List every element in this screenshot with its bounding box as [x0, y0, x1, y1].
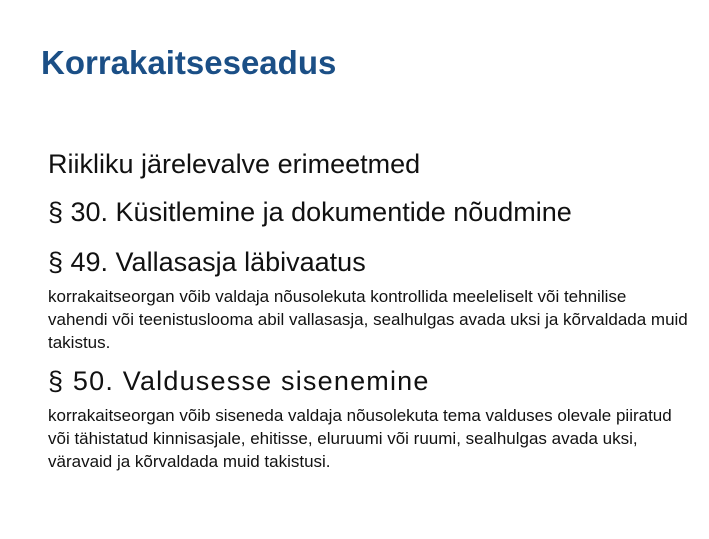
slide-content	[48, 145, 688, 481]
section-heading-paragraph-50: § 50. Valdusesse sisenemine	[48, 366, 430, 396]
slide-title: Korrakaitseseadus	[41, 44, 337, 81]
section-text-paragraph-49: korrakaitseorgan võib valdaja nõusolekuta kontrollida meeleliselt või tehnilise vahendi või teenistuslooma abil vallasasja, sealhulgas avada uksi ja kõrvaldada muid takistus.	[48, 287, 688, 352]
section-text-paragraph-50: korrakaitseorgan võib siseneda valdaja nõusolekuta tema valduses olevale piiratud või tähistatud kinnisasjale, ehitisse, eluruumi või ruumi, sealhulgas avada uksi, väravaid ja kõrvaldada muid takistusi.	[48, 406, 672, 471]
section-heading-paragraph-30: § 30. Küsitlemine ja dokumentide nõudmine	[48, 197, 572, 227]
section-heading-paragraph-49: § 49. Vallasasja läbivaatus	[48, 247, 366, 277]
section-heading-erimeetmed: Riikliku järelevalve erimeetmed	[48, 149, 421, 179]
